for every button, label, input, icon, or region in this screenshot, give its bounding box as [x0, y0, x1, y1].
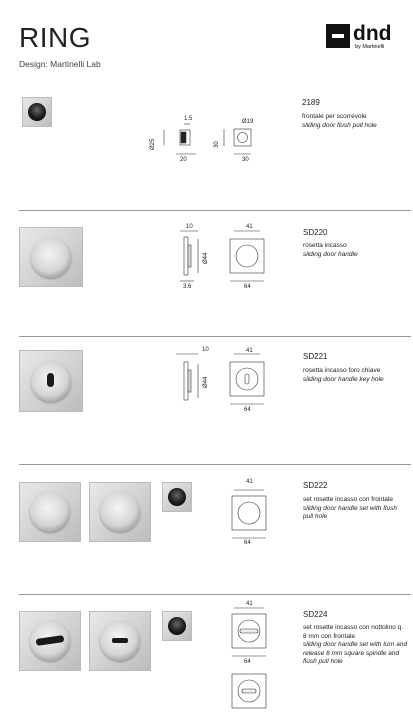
product-description — [303, 367, 413, 384]
product-description — [302, 113, 412, 130]
description-it: rosetta incasso — [303, 242, 347, 249]
product-code: SD224 — [303, 610, 328, 619]
dim-label: 10 — [202, 347, 209, 353]
divider — [19, 210, 411, 211]
dim-label: 1.5 — [184, 116, 193, 122]
technical-drawing-sd222 — [226, 484, 276, 544]
dim-label: Ø44 — [203, 252, 209, 264]
dim-label: Ø44 — [203, 376, 209, 388]
product-photo-sd222-rosette-1 — [19, 482, 81, 542]
page-subtitle: Design: Martinelli Lab — [19, 59, 101, 69]
product-code: SD220 — [303, 228, 328, 237]
description-en: sliding door handle set with turn and release 8 mm square spindle and flush pull hole — [303, 641, 408, 665]
technical-drawing-sd221 — [170, 348, 280, 418]
product-photo-2189 — [22, 97, 52, 127]
dim-label: 41 — [246, 479, 253, 485]
dim-label: 41 — [246, 348, 253, 354]
product-photo-sd224-flush — [162, 611, 192, 641]
logo-subtext: by Martinelli — [355, 44, 385, 50]
dim-label: 41 — [246, 224, 253, 230]
description-en: sliding door flush pull hole — [302, 121, 377, 129]
dim-label: 20 — [180, 157, 187, 163]
dim-label: 64 — [244, 407, 251, 413]
product-photo-sd222-flush — [162, 482, 192, 512]
product-photo-sd220 — [19, 227, 83, 287]
page-title: RING — [19, 22, 91, 53]
product-photo-sd222-rosette-2 — [89, 482, 151, 542]
logo-mark-icon — [326, 24, 350, 48]
dim-label: Ø19 — [242, 119, 254, 125]
description-it: set rosette incasso con frontale — [303, 496, 393, 503]
description-it: frontale per scorrevole — [302, 113, 367, 120]
description-it: rosetta incasso foro chiave — [303, 367, 381, 374]
dim-label: 41 — [246, 601, 253, 607]
dim-label: 30 — [214, 141, 220, 148]
product-photo-sd224-rosette-1 — [19, 611, 81, 671]
product-photo-sd221 — [19, 350, 83, 412]
description-en: sliding door handle key hole — [303, 375, 384, 383]
product-description — [303, 624, 408, 667]
brand-logo — [326, 24, 406, 54]
dim-label: 64 — [244, 540, 251, 546]
dim-label: 30 — [242, 157, 249, 163]
dim-label: 3.6 — [183, 284, 192, 290]
product-photo-sd224-rosette-2 — [89, 611, 151, 671]
dim-label: Ø25 — [150, 138, 156, 150]
divider — [19, 594, 411, 595]
dim-label: 64 — [244, 659, 251, 665]
description-en: sliding door handle set with flush pull hole — [303, 504, 397, 520]
description-it: set rosette incasso con nottolino q. 8 mm con frontale — [303, 624, 404, 640]
dim-label: 64 — [244, 284, 251, 290]
divider — [19, 336, 411, 337]
product-description — [303, 242, 413, 259]
logo-text: dnd — [353, 22, 392, 45]
divider — [19, 464, 411, 465]
product-code: 2189 — [302, 98, 320, 107]
product-code: SD221 — [303, 352, 328, 361]
product-code: SD222 — [303, 481, 328, 490]
technical-drawing-sd224 — [226, 600, 276, 712]
dim-label: 10 — [186, 224, 193, 230]
product-description — [303, 496, 403, 522]
description-en: sliding door handle — [303, 250, 358, 258]
